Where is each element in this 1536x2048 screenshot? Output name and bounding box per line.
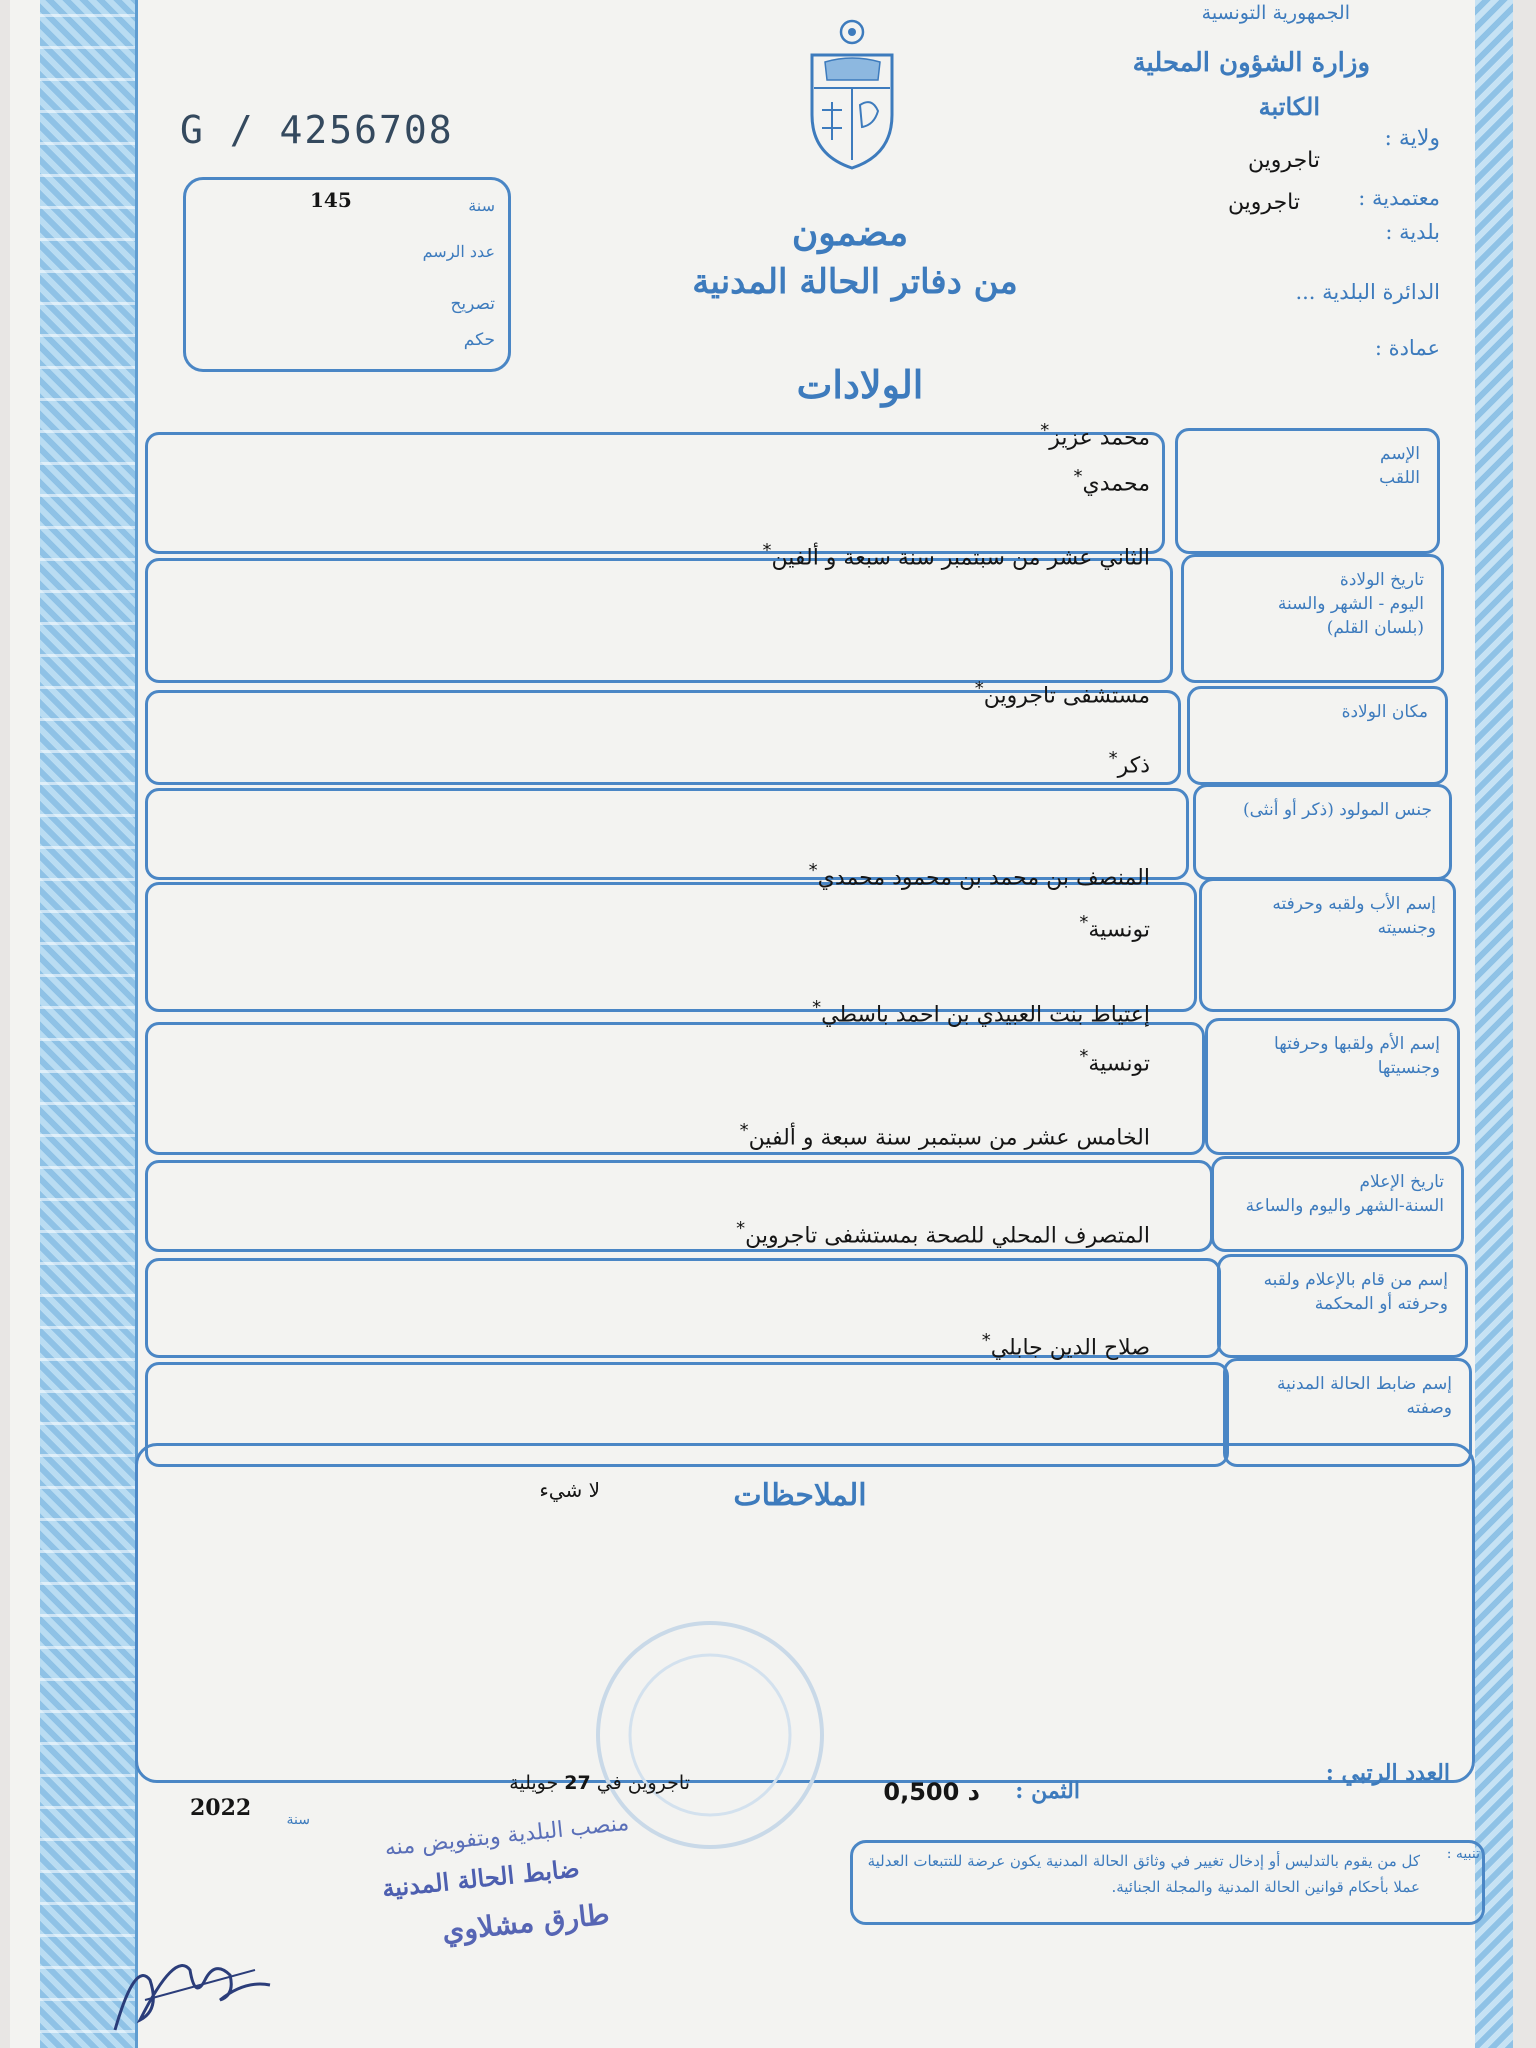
field-label-line: إسم الأب ولقبه وحرفته xyxy=(1272,894,1436,914)
price-value: 0,500 د xyxy=(883,1778,980,1806)
moatamadia-value: تاجروين xyxy=(1227,190,1300,215)
declaration-label: تصريح xyxy=(450,294,495,314)
field-value-text: ذكر xyxy=(1117,753,1150,779)
field-value-text: الخامس عشر من سبتمبر سنة سبعة و ألفين xyxy=(748,1125,1150,1151)
moatamadia-label: معتمدية : xyxy=(1358,186,1440,210)
field-label xyxy=(1215,1032,1440,1080)
judgment-label: حكم xyxy=(463,330,495,350)
field-value xyxy=(975,678,1150,708)
field-value xyxy=(762,540,1150,570)
field-value xyxy=(1074,466,1150,496)
field-label-line: وجنسيته xyxy=(1377,918,1436,938)
field-label xyxy=(1209,892,1436,940)
omada-label: عمادة : xyxy=(1374,336,1440,360)
place: تاجروين في xyxy=(596,1772,690,1794)
asterisk-mark: * xyxy=(1040,420,1050,441)
field-value xyxy=(740,1120,1150,1150)
asterisk-mark: * xyxy=(974,678,984,699)
field-value-text: المتصرف المحلي للصحة بمستشفى تاجروين xyxy=(745,1223,1150,1249)
field-value-text: الثاني عشر من سبتمبر سنة سبعة و ألفين xyxy=(771,545,1150,571)
record-year-value: 145 xyxy=(310,188,352,212)
remarks-label: الملاحظات xyxy=(733,1478,867,1513)
field-label-line: السنة-الشهر واليوم والساعة xyxy=(1245,1196,1444,1216)
field-label-line: وحرفته أو المحكمة xyxy=(1314,1294,1448,1314)
field-label-line: إسم ضابط الحالة المدنية xyxy=(1277,1374,1452,1394)
price-label: الثمن : xyxy=(1015,1778,1080,1804)
asterisk-mark: * xyxy=(1079,1046,1089,1067)
stamp-line-2: ضابط الحالة المدنية xyxy=(380,1853,581,1903)
field-label-line: تاريخ الولادة xyxy=(1339,570,1424,590)
notice-label: تنبيه : xyxy=(1446,1846,1480,1862)
asterisk-mark: * xyxy=(739,1120,749,1141)
field-value-text: المنصف بن محمد بن محمود محمدي xyxy=(817,865,1150,891)
remarks-value: لا شيء xyxy=(539,1478,600,1502)
republic-label: الجمهورية التونسية xyxy=(1201,2,1350,24)
daira-label: الدائرة البلدية ... xyxy=(1295,280,1440,304)
notice-text: كل من يقوم بالتدليس أو إدخال تغيير في وثائق الحالة المدنية يكون عرضة للتتبعات العدلية عملا بأحكام قوانين الحالة المدنية والمجلة الجنائية. xyxy=(867,1852,1420,1896)
asterisk-mark: * xyxy=(736,1218,746,1239)
field-value-box xyxy=(145,432,1165,554)
wilaya-label: ولاية : xyxy=(1384,126,1440,151)
field-value xyxy=(809,860,1150,890)
stamp-line-3: طارق مشلاوي xyxy=(440,1897,611,1948)
ministry-sub-label: الكاتبة xyxy=(1258,92,1320,121)
day: 27 xyxy=(564,1772,591,1794)
asterisk-mark: * xyxy=(1108,748,1118,769)
asterisk-mark: * xyxy=(981,1330,991,1351)
asterisk-mark: * xyxy=(762,540,772,561)
stamp-line-1: منصب البلدية وبتفويض منه xyxy=(383,1810,631,1862)
field-label-line: وصفته xyxy=(1406,1398,1452,1418)
field-value-box xyxy=(145,558,1173,683)
asterisk-mark: * xyxy=(1079,912,1089,933)
left-decorative-border xyxy=(40,0,138,2048)
field-value-text: محمدي xyxy=(1082,471,1150,497)
field-label xyxy=(1221,1170,1444,1218)
year-value: 2022 xyxy=(190,1795,252,1821)
field-value-text: تونسية xyxy=(1088,1051,1150,1077)
record-year-label: سنة xyxy=(468,196,495,215)
serial-number: G / 4256708 xyxy=(180,108,454,152)
field-value xyxy=(1079,912,1150,942)
field-label xyxy=(1197,700,1428,724)
year-label: سنة xyxy=(286,1812,310,1828)
field-value-text: مستشفى تاجروين xyxy=(983,683,1150,709)
place-and-date xyxy=(440,1772,690,1794)
month: جويلية xyxy=(509,1772,559,1794)
coat-of-arms-icon xyxy=(800,10,905,170)
field-label xyxy=(1203,798,1432,822)
title-madmoun: مضمون xyxy=(791,212,909,254)
field-value-text: إعتياط بنت العبيدي بن احمد باسطي xyxy=(821,1002,1150,1028)
field-value-text: صلاح الدين جابلي xyxy=(990,1335,1150,1361)
field-label xyxy=(1233,1372,1452,1420)
field-value-text: تونسية xyxy=(1088,917,1150,943)
wilaya-value: تاجروين xyxy=(1247,148,1320,173)
section-births: الولادات xyxy=(796,362,924,407)
field-label-line: مكان الولادة xyxy=(1341,702,1428,722)
field-label xyxy=(1227,1268,1448,1316)
field-value xyxy=(812,997,1150,1027)
field-label-line: إسم من قام بالإعلام ولقبه xyxy=(1263,1270,1448,1290)
serial-number-label: العدد الرتبي : xyxy=(1325,1760,1450,1786)
field-label-line: إسم الأم ولقبها وحرفتها xyxy=(1274,1034,1440,1054)
field-label-line: تاريخ الإعلام xyxy=(1359,1172,1444,1192)
field-label-line: (بلسان القلم) xyxy=(1326,618,1424,638)
field-label-line: جنس المولود (ذكر أو أنثى) xyxy=(1243,800,1432,820)
asterisk-mark: * xyxy=(812,997,822,1018)
field-value xyxy=(1079,1046,1150,1076)
field-label-line: الإسم xyxy=(1380,444,1420,464)
field-value xyxy=(736,1218,1150,1248)
field-value xyxy=(1109,748,1150,778)
asterisk-mark: * xyxy=(808,860,818,881)
field-label-line: اللقب xyxy=(1379,468,1420,488)
baladia-label: بلدية : xyxy=(1385,220,1440,244)
field-value xyxy=(1040,420,1150,450)
field-value-box xyxy=(145,882,1197,1012)
ministry-label: وزارة الشؤون المحلية xyxy=(1132,48,1370,78)
field-value xyxy=(982,1330,1150,1360)
field-label xyxy=(1185,442,1420,490)
field-label-line: اليوم - الشهر والسنة xyxy=(1277,594,1424,614)
field-label xyxy=(1191,568,1424,640)
act-number-label: عدد الرسم xyxy=(422,242,495,261)
right-decorative-border xyxy=(1475,0,1513,2048)
title-registers: من دفاتر الحالة المدنية xyxy=(692,262,1018,302)
asterisk-mark: * xyxy=(1073,466,1083,487)
field-label-line: وجنسيتها xyxy=(1377,1058,1440,1078)
signature-icon xyxy=(105,1940,285,2040)
field-value-text: محمد عزيز xyxy=(1049,425,1150,451)
